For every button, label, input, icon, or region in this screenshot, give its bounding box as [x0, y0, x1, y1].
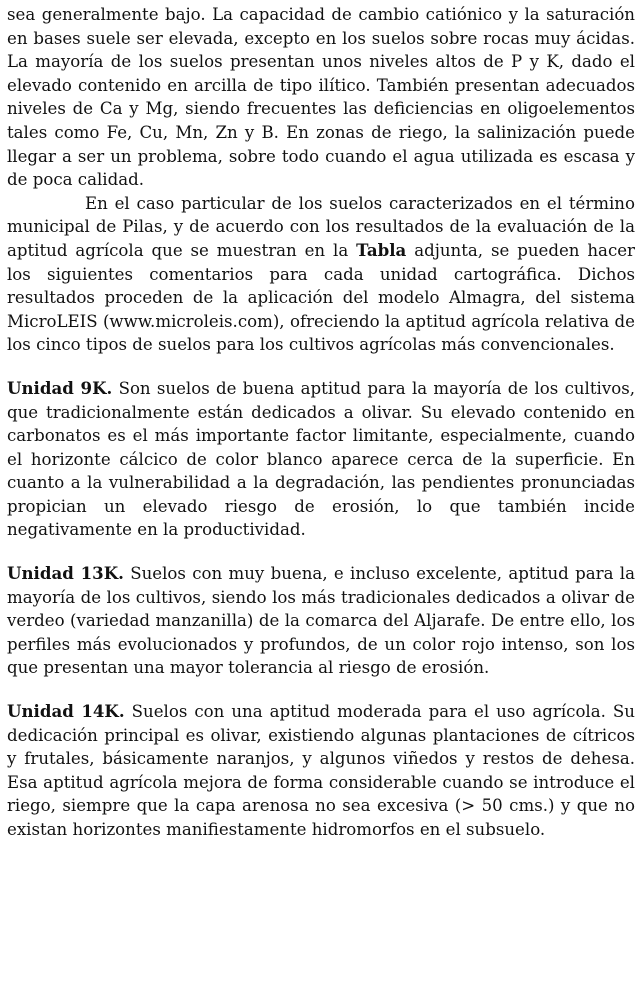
- paragraph-text: sea generalmente bajo. La capacidad de cambio catiónico y la saturación en bases suele ser elevada, excepto en los suelos sobre rocas muy ácidas. La mayoría de los suelos presentan unos niveles altos de P y K, dado el elevado contenido en arcilla de tipo ilítico. También presentan adecuados niveles de Ca y Mg, siendo frecuentes las deficiencias en oligoelementos tales como Fe, Cu, Mn, Zn y B. En zonas de riego, la salinización puede llegar a ser un problema, sobre todo cuando el agua utilizada es escasa y de poca calidad.: [7, 5, 635, 190]
- paragraph-text: Suelos con muy buena, e incluso excelente, aptitud para la mayoría de los cultivos, siendo los más tradicionales dedicados a olivar de verdeo (variedad manzanilla) de la comarca del Aljarafe. De entre ello, los perfiles más evolucionados y profundos, de un color rojo intenso, son los que presentan una mayor tolerancia al riesgo de erosión.: [7, 564, 635, 678]
- paragraph-unidad-9k: [7, 377, 635, 542]
- paragraph-text: En el caso particular de los suelos caracterizados en el término municipal de Pilas, y de acuerdo con los resultados de la evaluación de la aptitud agrícola que se muestran en la: [7, 193, 635, 260]
- paragraph-text: Suelos con una aptitud moderada para el uso agrícola. Su dedicación principal es olivar, existiendo algunas plantaciones de cítricos y frutales, básicamente naranjos, y algunos viñedos y restos de dehesa. Esa aptitud agrícola mejora de forma considerable cuando se introduce el riego, siempre que la capa arenosa no sea excesiva (> 50 cms.) y que no existan horizontes manifiestamente hidromorfos en el subsuelo.: [7, 702, 635, 839]
- document-page: [7, 0, 635, 842]
- paragraph-unidad-14k: [7, 700, 635, 842]
- paragraph-pilas-evaluation: [7, 192, 635, 357]
- unit-label: Unidad 14K.: [7, 701, 125, 722]
- paragraph-soil-chemistry: [7, 0, 635, 192]
- unit-label: Unidad 13K.: [7, 563, 124, 584]
- paragraph-text: adjunta, se pueden hacer los siguientes comentarios para cada unidad cartográfica. Dichos resultados proceden de la aplicación del modelo Almagra, del sistema MicroLEIS (www.microleis.com), ofreciendo la aptitud agrícola relativa de los cinco tipos de suelos para los cultivos agrícolas más convencionales.: [7, 240, 635, 355]
- tabla-reference: Tabla: [356, 239, 407, 260]
- paragraph-unidad-13k: [7, 562, 635, 680]
- unit-label: Unidad 9K.: [7, 377, 113, 398]
- paragraph-text: Son suelos de buena aptitud para la mayoría de los cultivos, que tradicionalmente están dedicados a olivar. Su elevado contenido en carbonatos es el más importante factor limitante, especialmente, cuando el horizonte cálcico de color blanco aparece cerca de la superficie. En cuanto a la vulnerabilidad a la degradación, las pendientes pronunciadas propician un elevado riesgo de erosión, lo que también incide negativamente en la productividad.: [7, 378, 635, 540]
